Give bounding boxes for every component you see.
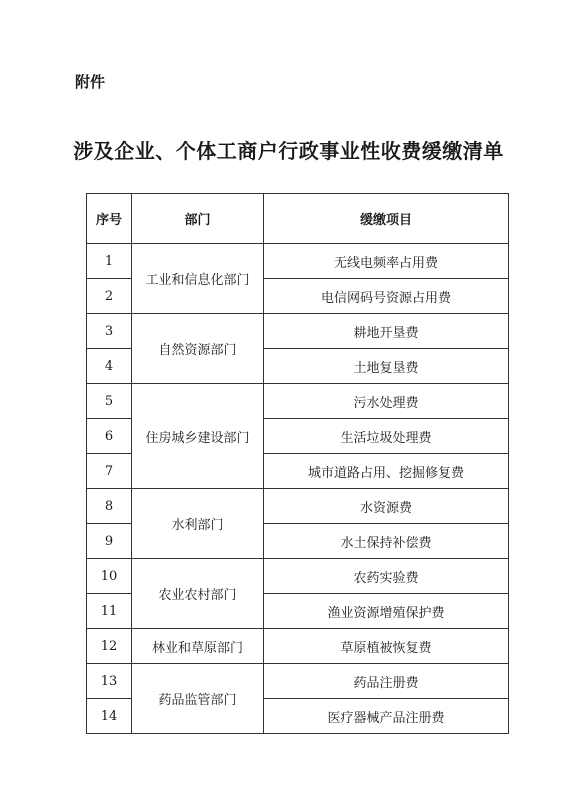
department-cell: 水利部门 <box>132 489 264 559</box>
fee-item-cell: 渔业资源增殖保护费 <box>264 594 509 629</box>
serial-number-cell: 8 <box>87 489 132 524</box>
fee-item-cell: 生活垃圾处理费 <box>264 419 509 454</box>
fee-item-cell: 水土保持补偿费 <box>264 524 509 559</box>
serial-number-cell: 9 <box>87 524 132 559</box>
fee-item-cell: 无线电频率占用费 <box>264 244 509 279</box>
serial-number-cell: 4 <box>87 349 132 384</box>
header-department: 部门 <box>132 194 264 244</box>
department-cell: 自然资源部门 <box>132 314 264 384</box>
serial-number-cell: 3 <box>87 314 132 349</box>
fee-item-cell: 土地复垦费 <box>264 349 509 384</box>
table-row <box>87 314 509 349</box>
serial-number-cell: 11 <box>87 594 132 629</box>
serial-number-cell: 14 <box>87 699 132 734</box>
serial-number-cell: 13 <box>87 664 132 699</box>
serial-number-cell: 6 <box>87 419 132 454</box>
table-row <box>87 559 509 594</box>
serial-number-cell: 2 <box>87 279 132 314</box>
serial-number-cell: 5 <box>87 384 132 419</box>
header-deferred-item: 缓缴项目 <box>264 194 509 244</box>
department-cell: 住房城乡建设部门 <box>132 384 264 489</box>
department-cell: 工业和信息化部门 <box>132 244 264 314</box>
fee-item-cell: 草原植被恢复费 <box>264 629 509 664</box>
table-row <box>87 244 509 279</box>
serial-number-cell: 12 <box>87 629 132 664</box>
department-cell: 林业和草原部门 <box>132 629 264 664</box>
fee-item-cell: 城市道路占用、挖掘修复费 <box>264 454 509 489</box>
serial-number-cell: 1 <box>87 244 132 279</box>
serial-number-cell: 10 <box>87 559 132 594</box>
fee-item-cell: 水资源费 <box>264 489 509 524</box>
fee-item-cell: 污水处理费 <box>264 384 509 419</box>
document-title: 涉及企业、个体工商户行政事业性收费缓缴清单 <box>73 139 504 163</box>
department-cell: 农业农村部门 <box>132 559 264 629</box>
fee-item-cell: 电信网码号资源占用费 <box>264 279 509 314</box>
header-serial-number: 序号 <box>87 194 132 244</box>
fee-item-cell: 农药实验费 <box>264 559 509 594</box>
fee-item-cell: 耕地开垦费 <box>264 314 509 349</box>
table-row <box>87 489 509 524</box>
fee-deferral-table <box>86 193 509 734</box>
serial-number-cell: 7 <box>87 454 132 489</box>
table-row <box>87 629 509 664</box>
fee-item-cell: 药品注册费 <box>264 664 509 699</box>
table-header-row <box>87 194 509 244</box>
table-row <box>87 664 509 699</box>
table-row <box>87 384 509 419</box>
fee-item-cell: 医疗器械产品注册费 <box>264 699 509 734</box>
attachment-label: 附件 <box>75 73 106 91</box>
department-cell: 药品监管部门 <box>132 664 264 734</box>
